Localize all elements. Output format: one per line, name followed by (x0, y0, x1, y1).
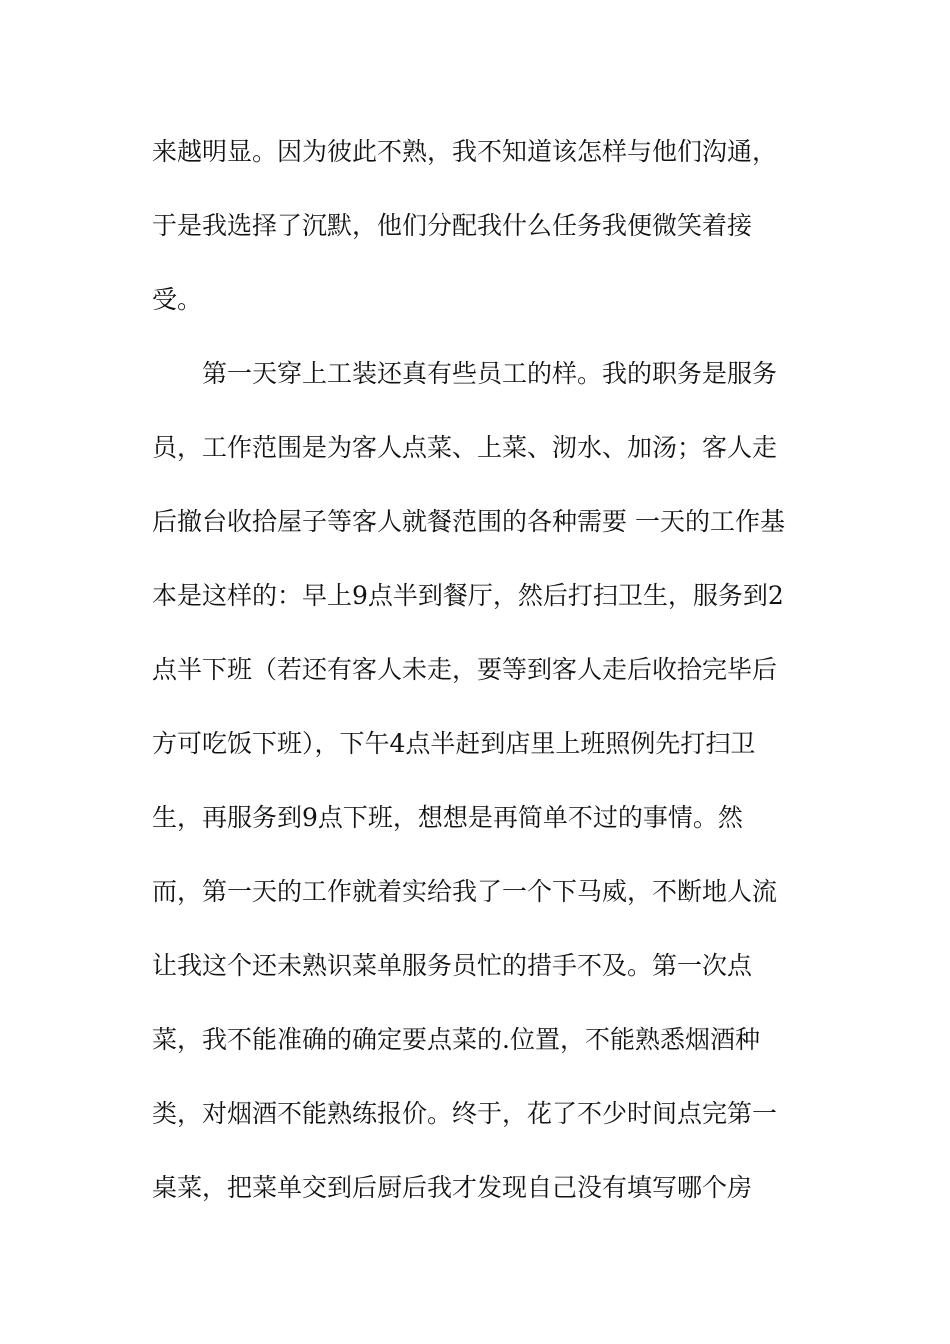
text-line: 点半下班（若还有客人未走，要等到客人走后收拾完毕后 (152, 655, 778, 684)
text-line: 而，第一天的工作就着实给我了一个下马威，不断地人流 (152, 877, 778, 906)
text-line: 后撤台收拾屋子等客人就餐范围的各种需要 一天的工作基 (152, 507, 785, 536)
text-line: 来越明显。因为彼此不熟，我不知道该怎样与他们沟通， (152, 137, 778, 166)
text-line: 让我这个还未熟识菜单服务员忙的措手不及。第一次点 (152, 951, 753, 980)
text-line: 本是这样的：早上9点半到餐厅，然后打扫卫生，服务到2 (152, 581, 784, 610)
text-line: 员，工作范围是为客人点菜、上菜、沏水、加汤；客人走 (152, 433, 778, 462)
text-line: 菜，我不能准确的确定要点菜的.位置，不能熟悉烟酒种 (152, 1025, 760, 1054)
text-line: 方可吃饭下班），下午4点半赶到店里上班照例先打扫卫 (152, 729, 756, 758)
text-line: 生，再服务到9点下班，想想是再简单不过的事情。然 (152, 803, 743, 832)
paragraph-first-line: 第一天穿上工装还真有些员工的样。我的职务是服务 (202, 359, 778, 388)
text-line: 于是我选择了沉默，他们分配我什么任务我便微笑着接 (152, 211, 753, 240)
text-line: 受。 (152, 285, 203, 314)
text-line: 桌菜，把菜单交到后厨后我才发现自己没有填写哪个房 (152, 1173, 753, 1202)
text-line: 类，对烟酒不能熟练报价。终于，花了不少时间点完第一 (152, 1099, 778, 1128)
